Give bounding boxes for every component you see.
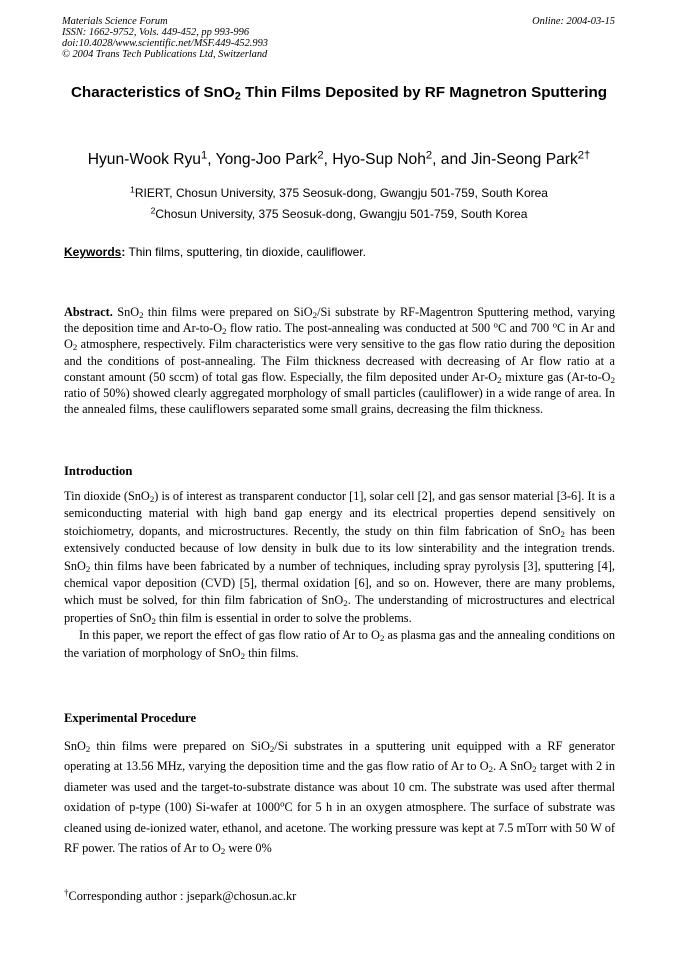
doi-line: doi:10.4028/www.scientific.net/MSF.449-452.993 — [62, 38, 268, 49]
keywords-text: Thin films, sputtering, tin dioxide, cauliflower. — [125, 245, 366, 259]
journal-name: Materials Science Forum — [62, 16, 168, 27]
introduction-body — [64, 488, 615, 662]
paper-title: Characteristics of SnO$_2$ Thin Films Deposited by RF Magnetron Sputtering — [70, 84, 608, 103]
experimental-body: SnO$_2$ thin films were prepared on SiO$_2$/Si substrates in a sputtering unit equipped with a RF generator operating at 13.56 MHz, varying the deposition time and the gas flow ratio of Ar to $O_2$. A SnO$_2$ target with 2 in diameter was used and the target-to-substrate distance was about 10 cm. The substrate was used after thermal oxidation of p-type (100) Si-wafer at 1000$^o$C for 5 h in an oxygen atmosphere. The surface of substrate was cleaned using de-ionized water, ethanol, and acetone. The working pressure was kept at 7.5 mTorr with 50 W of RF power. The ratios of Ar to $O_2$ were 0% — [64, 739, 616, 857]
corresponding-author-footnote: †Corresponding author : jsepark@chosun.ac.kr — [64, 887, 297, 903]
keywords-line: Keywords: Thin films, sputtering, tin dioxide, cauliflower. — [64, 245, 366, 259]
issn-line: ISSN: 1662-9752, Vols. 449-452, pp 993-996 — [62, 27, 250, 38]
online-date: Online: 2004-03-15 — [532, 16, 615, 27]
affiliation-2: $^2$Chosun University, 375 Seosuk-dong, Gwangju 501-759, South Korea — [150, 205, 528, 221]
author-list: Hyun-Wook Ryu$^1$, Yong-Joo Park$^2$, Hyo-Sup Noh$^2$, and Jin-Seong Park$^{2\dagger}$ — [87, 149, 591, 168]
experimental-heading: Experimental Procedure — [64, 711, 197, 725]
introduction-heading: Introduction — [64, 464, 133, 478]
abstract-label: Abstract. — [64, 305, 113, 319]
abstract-paragraph: Abstract. SnO$_2$ thin films were prepared on SiO$_2$/Si substrate by RF-Magentron Sputtering method, varying the deposition time and $Ar-to-O_2$ flow ratio. The post-annealing was conducted at 500 $^o$C and 700 $^o$C in Ar and $O_2$ atmosphere, respectively. Film characteristics were very sensitive to the gas flow ratio during the deposition and the conditions of post-annealing. The Film thickness decreased with decreasing of Ar flow ratio at a constant amount (50 sccm) of total gas flow. Especially, the film deposited under $Ar-O_2$ mixture gas ($Ar-to-O_2$ ratio of 50%) showed clearly aggregated morphology of small particles (cauliflower) in a wide range of area. In the annealed films, these cauliflowers separated some small grains, decreasing the film thickness. — [64, 305, 615, 417]
intro-paragraph-1: Tin dioxide (SnO$_2$) is of interest as transparent conductor [1], solar cell [2], and gas sensor material [3-6]. It is a semiconducting material with high band gap energy and its electrical properties depend sensitively on stoichiometry, dopants, and microstructures. Recently, the study on thin film fabrication of SnO$_2$ has been extensively conducted because of low density in bulk due to its low sinterability and the integration trends. SnO$_2$ thin films have been fabricated by a number of techniques, including spray pyrolysis [3], sputtering [4], chemical vapor deposition (CVD) [5], thermal oxidation [6], and so on. However, there are many problems, which must be solved, for thin film fabrication of SnO$_2$. The understanding of microstructures and electrical properties of SnO$_2$ thin film is essential in order to solve the problems. — [64, 489, 615, 627]
intro-paragraph-2: In this paper, we report the effect of gas flow ratio of Ar to $O_2$ as plasma gas and the annealing conditions on the variation of morphology of SnO$_2$ thin films. — [64, 628, 615, 661]
copyright-line: © 2004 Trans Tech Publications Ltd, Switzerland — [62, 49, 268, 60]
journal-header — [62, 16, 268, 60]
affiliation-1: $^1$RIERT, Chosun University, 375 Seosuk-dong, Gwangju 501-759, South Korea — [130, 184, 548, 200]
keywords-label: Keywords — [64, 245, 122, 259]
